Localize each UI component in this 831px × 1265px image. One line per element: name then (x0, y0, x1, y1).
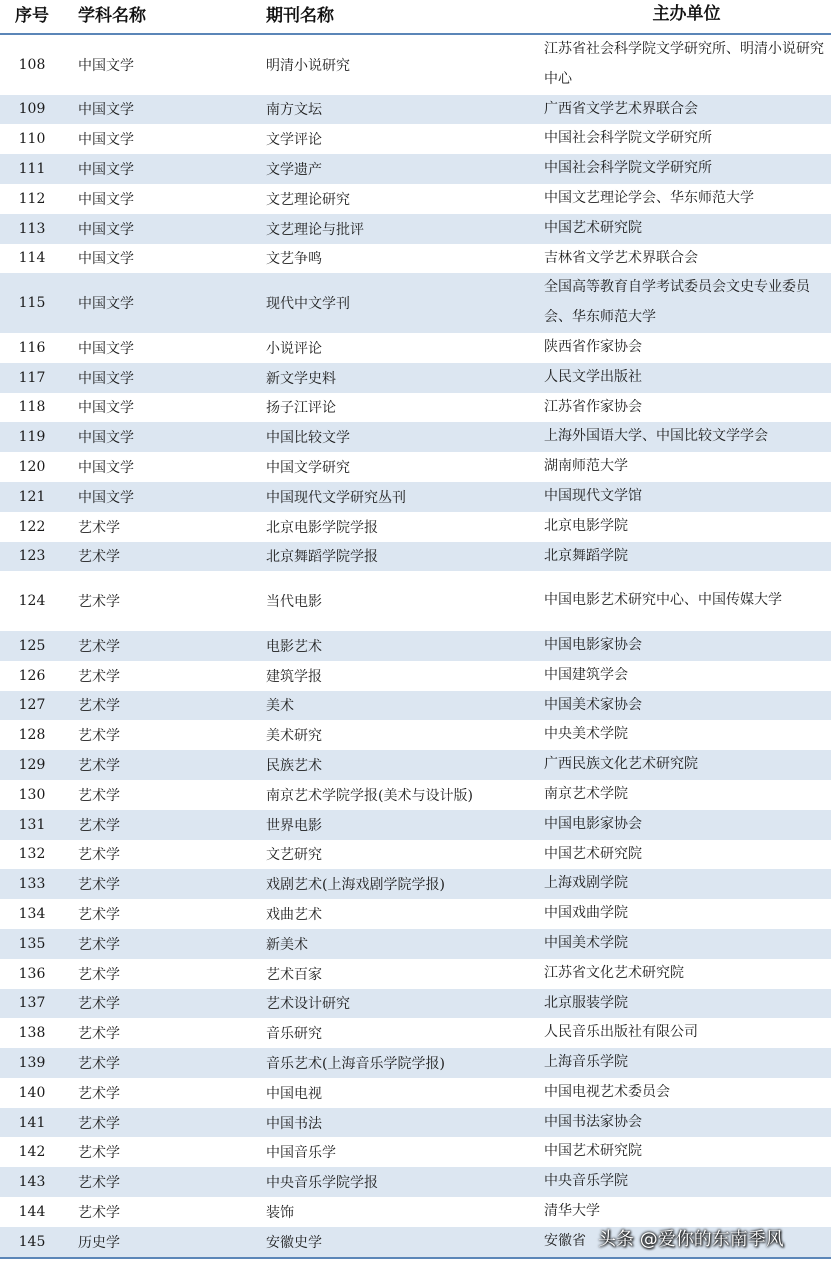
table-row (0, 124, 831, 154)
row-journal: 中国音乐学 (266, 1145, 336, 1162)
row-organizer: 江苏省社会科学院文学研究所、明清小说研究中心 (544, 41, 824, 87)
header-organizer: 主办单位 (652, 4, 721, 24)
row-subject: 艺术学 (78, 966, 120, 983)
row-organizer: 中国艺术研究院 (544, 219, 642, 236)
row-organizer: 中国现代文学馆 (544, 487, 642, 504)
row-organizer: 中国电影家协会 (544, 815, 642, 832)
row-journal: 音乐研究 (266, 1026, 322, 1043)
row-organizer: 中央音乐学院 (544, 1173, 628, 1190)
row-subject: 中国文学 (78, 191, 134, 208)
row-subject: 艺术学 (78, 936, 120, 953)
row-subject: 中国文学 (78, 221, 134, 238)
table-row (0, 929, 831, 959)
row-subject: 艺术学 (78, 787, 120, 804)
table-row (0, 571, 831, 631)
row-journal: 文艺研究 (266, 847, 322, 864)
table-bottom-rule (0, 1257, 831, 1259)
row-subject: 中国文学 (78, 430, 134, 447)
row-subject: 艺术学 (78, 1145, 120, 1162)
table-header (0, 0, 831, 35)
row-journal: 中国书法 (266, 1115, 322, 1132)
row-organizer: 中国美术学院 (544, 934, 628, 951)
row-num: 109 (18, 101, 46, 118)
row-journal: 文学评论 (266, 132, 322, 149)
table-row (0, 750, 831, 780)
row-journal: 文学遗产 (266, 162, 322, 179)
row-num: 140 (18, 1084, 46, 1101)
row-subject: 艺术学 (78, 668, 120, 685)
row-num: 134 (18, 906, 46, 922)
table-row (0, 184, 831, 214)
row-subject: 艺术学 (78, 638, 120, 655)
row-organizer: 中国社会科学院文学研究所 (544, 160, 712, 177)
row-journal: 当代电影 (266, 594, 322, 611)
row-journal: 扬子江评论 (266, 400, 336, 417)
row-organizer: 南京艺术学院 (544, 785, 628, 802)
row-num: 139 (18, 1054, 46, 1071)
table-row (0, 989, 831, 1019)
row-journal: 世界电影 (266, 817, 322, 834)
row-journal: 艺术设计研究 (266, 996, 350, 1013)
row-organizer: 北京电影学院 (544, 517, 628, 534)
row-organizer: 中国艺术研究院 (544, 845, 642, 862)
row-subject: 中国文学 (78, 460, 134, 477)
row-subject: 中国文学 (78, 489, 134, 506)
table-row (0, 780, 831, 810)
row-organizer: 中国书法家协会 (544, 1113, 642, 1130)
row-journal: 新美术 (266, 936, 308, 953)
table-row (0, 214, 831, 244)
row-journal: 北京电影学院学报 (266, 519, 378, 536)
table-row (0, 35, 831, 95)
row-num: 143 (18, 1174, 46, 1191)
table-row (0, 154, 831, 184)
row-organizer: 广西民族文化艺术研究院 (544, 756, 698, 773)
row-journal: 明清小说研究 (266, 57, 350, 74)
row-journal: 南京艺术学院学报(美术与设计版) (266, 787, 473, 804)
row-subject: 艺术学 (78, 728, 120, 745)
row-organizer: 中国电影家协会 (544, 636, 642, 653)
row-journal: 民族艺术 (266, 758, 322, 775)
row-organizer: 北京舞蹈学院 (544, 547, 628, 564)
row-journal: 中央音乐学院学报 (266, 1175, 378, 1192)
row-journal: 文艺理论研究 (266, 191, 350, 208)
row-subject: 艺术学 (78, 1026, 120, 1043)
table-row (0, 1197, 831, 1227)
table-row (0, 482, 831, 512)
row-num: 131 (18, 816, 46, 833)
row-num: 128 (18, 727, 46, 744)
row-num: 117 (18, 369, 46, 386)
row-journal: 北京舞蹈学院学报 (266, 549, 378, 566)
row-organizer: 上海戏剧学院 (544, 875, 628, 892)
row-journal: 装饰 (266, 1204, 294, 1221)
row-organizer: 中央美术学院 (544, 726, 628, 743)
table-row (0, 452, 831, 482)
row-num: 142 (18, 1144, 46, 1161)
table-row (0, 1048, 831, 1078)
row-num: 136 (18, 965, 46, 982)
row-organizer: 广西省文学艺术界联合会 (544, 100, 698, 117)
row-organizer: 江苏省文化艺术研究院 (544, 964, 684, 981)
row-num: 108 (18, 56, 46, 73)
row-organizer: 陕西省作家协会 (544, 338, 642, 355)
row-organizer: 中国戏曲学院 (544, 905, 628, 922)
row-subject: 艺术学 (78, 519, 120, 536)
row-num: 138 (18, 1025, 46, 1042)
row-num: 111 (18, 161, 46, 178)
table-row (0, 363, 831, 393)
row-num: 112 (18, 190, 46, 207)
row-organizer: 中国美术家协会 (544, 696, 642, 713)
row-organizer: 中国电视艺术委员会 (544, 1083, 670, 1100)
row-num: 115 (18, 295, 46, 312)
row-subject: 艺术学 (78, 549, 120, 566)
row-num: 135 (18, 935, 46, 952)
row-subject: 艺术学 (78, 996, 120, 1013)
table-body (0, 35, 831, 1257)
watermark: 头条 @爱你的东南季风 (598, 1229, 784, 1250)
table-row (0, 1018, 831, 1048)
row-subject: 中国文学 (78, 251, 134, 268)
table-row (0, 95, 831, 125)
table-row (0, 899, 831, 929)
header-subject: 学科名称 (78, 6, 146, 26)
table-row (0, 720, 831, 750)
row-organizer: 中国文艺理论学会、华东师范大学 (544, 189, 754, 206)
row-num: 127 (18, 697, 46, 714)
row-journal: 现代中文学刊 (266, 296, 350, 313)
row-num: 145 (18, 1233, 46, 1250)
row-subject: 历史学 (78, 1234, 120, 1251)
row-subject: 艺术学 (78, 847, 120, 864)
row-subject: 中国文学 (78, 370, 134, 387)
row-journal: 安徽史学 (266, 1234, 322, 1251)
row-organizer: 湖南师范大学 (544, 458, 628, 475)
row-subject: 中国文学 (78, 102, 134, 119)
row-subject: 艺术学 (78, 907, 120, 923)
row-subject: 中国文学 (78, 296, 134, 313)
row-num: 137 (18, 995, 46, 1012)
row-journal: 小说评论 (266, 340, 322, 357)
row-journal: 新文学史料 (266, 370, 336, 387)
row-organizer: 全国高等教育自学考试委员会文史专业委员会、华东师范大学 (544, 279, 810, 326)
row-subject: 中国文学 (78, 400, 134, 417)
row-subject: 艺术学 (78, 1175, 120, 1192)
table-row (0, 1078, 831, 1108)
row-organizer: 中国电影艺术研究中心、中国传媒大学 (544, 592, 782, 609)
row-num: 124 (18, 593, 46, 610)
row-journal: 中国现代文学研究丛刊 (266, 489, 406, 506)
row-journal: 文艺理论与批评 (266, 221, 364, 238)
row-num: 120 (18, 459, 46, 476)
row-num: 121 (18, 488, 46, 505)
header-journal: 期刊名称 (266, 6, 334, 26)
row-num: 113 (18, 220, 46, 237)
table-row (0, 273, 831, 333)
row-journal: 电影艺术 (266, 638, 322, 655)
row-num: 141 (18, 1114, 46, 1131)
row-organizer: 吉林省文学艺术界联合会 (544, 249, 698, 266)
row-journal: 中国比较文学 (266, 430, 350, 447)
table-row (0, 810, 831, 840)
table-row (0, 1137, 831, 1167)
row-num: 125 (18, 637, 46, 654)
table-row (0, 244, 831, 274)
row-subject: 艺术学 (78, 758, 120, 775)
table-row (0, 333, 831, 363)
row-journal: 南方文坛 (266, 102, 322, 119)
table-row (0, 393, 831, 423)
table-row (0, 661, 831, 691)
row-journal: 中国文学研究 (266, 460, 350, 477)
row-organizer: 安徽省 (544, 1232, 586, 1249)
header-num: 序号 (15, 6, 49, 26)
row-subject: 艺术学 (78, 877, 120, 894)
row-journal: 建筑学报 (266, 668, 322, 685)
row-num: 110 (18, 131, 46, 148)
row-num: 119 (18, 429, 46, 446)
row-journal: 戏曲艺术 (266, 907, 322, 923)
row-journal: 文艺争鸣 (266, 251, 322, 268)
row-organizer: 人民文学出版社 (544, 368, 642, 385)
row-subject: 艺术学 (78, 1085, 120, 1102)
table-row (0, 422, 831, 452)
row-journal: 音乐艺术(上海音乐学院学报) (266, 1055, 445, 1072)
row-subject: 艺术学 (78, 1204, 120, 1221)
table-row (0, 1167, 831, 1197)
row-num: 122 (18, 518, 46, 535)
row-num: 133 (18, 876, 46, 893)
row-organizer: 中国艺术研究院 (544, 1143, 642, 1160)
row-num: 132 (18, 846, 46, 863)
row-journal: 戏剧艺术(上海戏剧学院学报) (266, 877, 445, 894)
table-row (0, 542, 831, 572)
row-organizer: 中国建筑学会 (544, 666, 628, 683)
row-journal: 美术 (266, 698, 294, 715)
row-subject: 中国文学 (78, 132, 134, 149)
row-subject: 艺术学 (78, 698, 120, 715)
row-num: 126 (18, 667, 46, 684)
table-row (0, 959, 831, 989)
row-num: 144 (18, 1203, 46, 1220)
row-num: 130 (18, 786, 46, 803)
row-subject: 中国文学 (78, 340, 134, 357)
row-subject: 艺术学 (78, 1055, 120, 1072)
row-organizer: 江苏省作家协会 (544, 398, 642, 415)
row-num: 116 (18, 339, 46, 356)
row-subject: 艺术学 (78, 817, 120, 834)
row-num: 123 (18, 548, 46, 565)
row-organizer: 中国社会科学院文学研究所 (544, 130, 712, 147)
row-num: 114 (18, 250, 46, 267)
row-organizer: 上海外国语大学、中国比较文学学会 (544, 428, 768, 445)
row-organizer: 人民音乐出版社有限公司 (544, 1024, 698, 1041)
table-row (0, 1108, 831, 1138)
table-row (0, 512, 831, 542)
row-subject: 艺术学 (78, 1115, 120, 1132)
table-row (0, 840, 831, 870)
row-subject: 中国文学 (78, 162, 134, 179)
table-row (0, 869, 831, 899)
row-organizer: 北京服装学院 (544, 994, 628, 1011)
row-num: 129 (18, 757, 46, 774)
row-organizer: 清华大学 (544, 1203, 600, 1220)
row-journal: 中国电视 (266, 1085, 322, 1102)
table-row (0, 631, 831, 661)
row-subject: 艺术学 (78, 594, 120, 611)
row-subject: 中国文学 (78, 57, 134, 74)
row-organizer: 上海音乐学院 (544, 1054, 628, 1071)
table-row (0, 691, 831, 721)
row-num: 118 (18, 399, 46, 416)
row-journal: 艺术百家 (266, 966, 322, 983)
row-journal: 美术研究 (266, 728, 322, 745)
